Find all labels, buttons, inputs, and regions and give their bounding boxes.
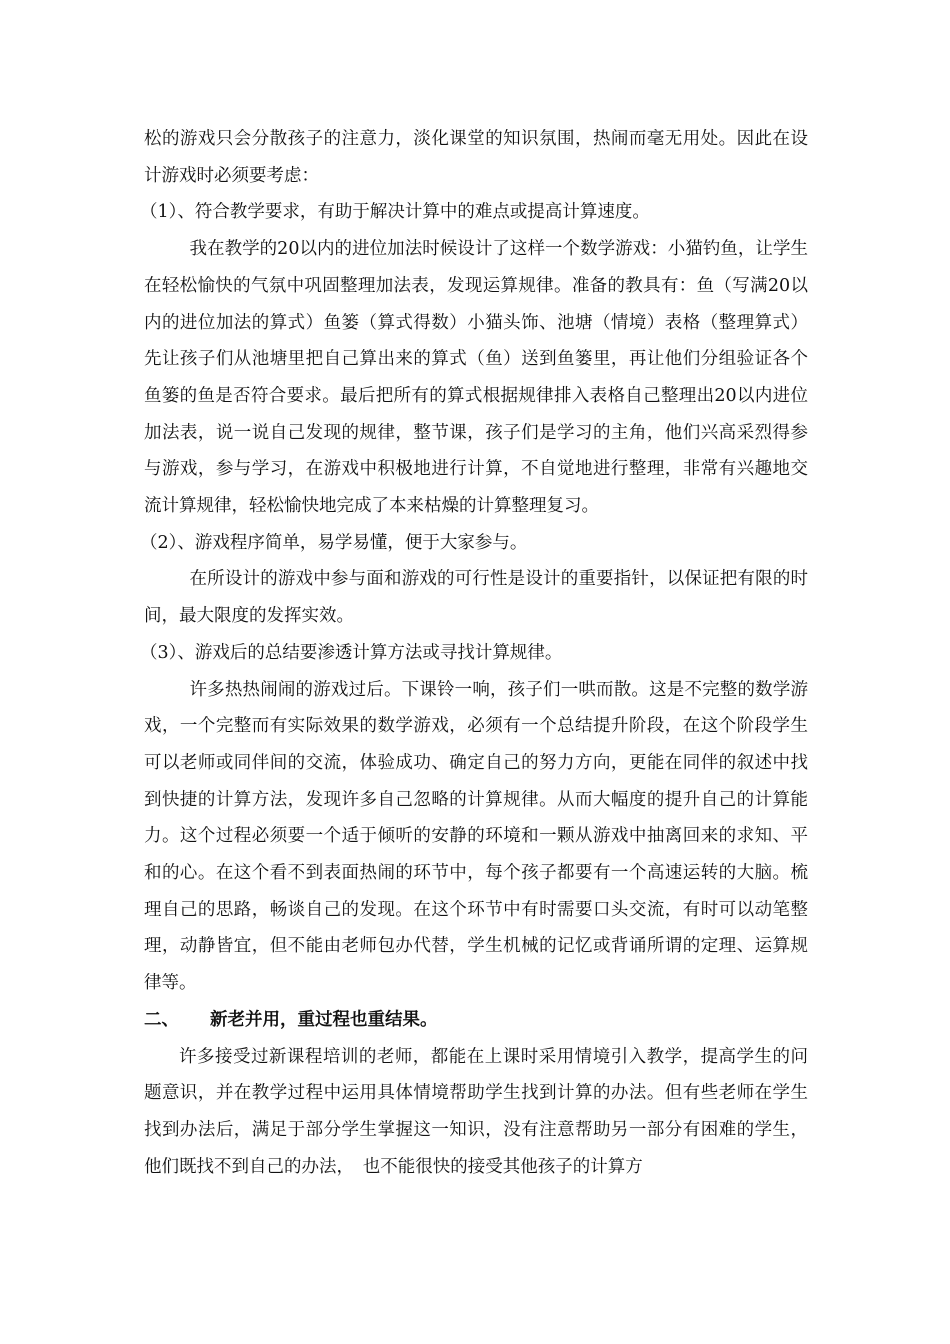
document-body — [140, 121, 808, 1185]
section-number: 二、 — [144, 1009, 179, 1030]
paragraph-fishing-game: 我在教学的20以内的进位加法时候设计了这样一个数学游戏：小猫钓鱼，让学生在轻松愉快的气氛中巩固整理加法表，发现运算规律。准备的教具有：鱼（写满20以内的进位加法的算式）鱼篓（算式得数）小猫头饰、池塘（情境）表格（整理算式）先让孩子们从池塘里把自己算出来的算式（鱼）送到鱼篓里，再让他们分组验证各个鱼篓的鱼是否符合要求。最后把所有的算式根据规律排入表格自己整理出20以内进位加法表，说一说自己发现的规律，整节课，孩子们是学习的主角，他们兴高采烈得参与游戏，参与学习，在游戏中积极地进行计算，不自觉地进行整理，非常有兴趣地交流计算规律，轻松愉快地完成了本来枯燥的计算整理复习。 — [144, 239, 808, 517]
paragraph-new-curriculum: 许多接受过新课程培训的老师，都能在上课时采用情境引入教学，提高学生的问题意识，并在教学过程中运用具体情境帮助学生找到计算的办法。但有些老师在学生找到办法后，满足于部分学生掌握这一知识，没有注意帮助另一部分有困难的学生，他们既找不到自己的办法， 也不能很快的接受其他孩子的计算方 — [144, 1046, 808, 1177]
paragraph-participation: 在所设计的游戏中参与面和游戏的可行性是设计的重要指针，以保证把有限的时间，最大限度的发挥实效。 — [144, 569, 808, 627]
section-title: 新老并用，重过程也重结果。 — [210, 1009, 438, 1030]
list-item-2: （2）、游戏程序简单，易学易懂，便于大家参与。 — [140, 532, 528, 553]
paragraph-intro: 松的游戏只会分散孩子的注意力，淡化课堂的知识氛围，热闹而毫无用处。因此在设计游戏时必须要考虑： — [144, 129, 808, 186]
paragraph-summary: 许多热热闹闹的游戏过后。下课铃一响，孩子们一哄而散。这是不完整的数学游戏，一个完整而有实际效果的数学游戏，必须有一个总结提升阶段，在这个阶段学生可以老师或同伴间的交流，体验成功、确定自己的努力方向，更能在同伴的叙述中找到快捷的计算方法，发现许多自己忽略的计算规律。从而大幅度的提升自己的计算能力。这个过程必须要一个适于倾听的安静的环境和一颗从游戏中抽离回来的求知、平和的心。在这个看不到表面热闹的环节中，每个孩子都要有一个高速运转的大脑。梳理自己的思路，畅谈自己的发现。在这个环节中有时需要口头交流，有时可以动笔整理，动静皆宜，但不能由老师包办代替，学生机械的记忆或背诵所谓的定理、运算规律等。 — [144, 679, 808, 994]
section-heading — [144, 1002, 808, 1039]
list-item-1: （1）、符合教学要求，有助于解决计算中的难点或提高计算速度。 — [140, 202, 650, 223]
list-item-3: （3）、游戏后的总结要渗透计算方法或寻找计算规律。 — [140, 642, 563, 663]
